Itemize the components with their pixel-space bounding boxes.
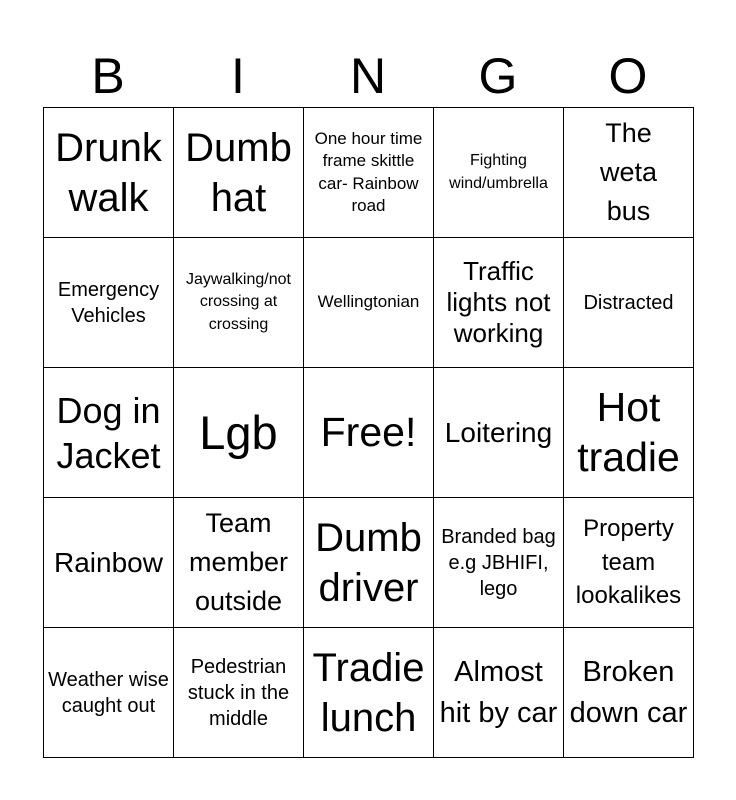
bingo-cell[interactable] — [564, 108, 694, 238]
bingo-cell[interactable] — [174, 628, 304, 758]
header-letter-n: N — [349, 48, 387, 104]
free-space-label: Free! — [320, 408, 417, 455]
cell-label: Property team lookalikes — [575, 515, 682, 610]
header-letter-o: O — [608, 48, 648, 104]
header-letter-g: G — [478, 48, 518, 104]
bingo-cell[interactable] — [304, 498, 434, 628]
bingo-cell[interactable] — [174, 498, 304, 628]
cell-label: Lgb — [199, 405, 278, 459]
cell-label: Distracted — [583, 291, 674, 314]
cell-label: Dumb hat — [185, 125, 292, 220]
header-letter-b: B — [91, 48, 125, 104]
cell-label: The weta bus — [599, 117, 658, 227]
cell-label: One hour time frame skittle car- Rainbow road — [314, 129, 423, 215]
cell-label: Broken down car — [569, 655, 688, 729]
free-space-cell[interactable] — [304, 368, 434, 498]
cell-label: Team member outside — [188, 507, 289, 617]
bingo-cell[interactable] — [44, 368, 174, 498]
bingo-cell[interactable] — [304, 238, 434, 368]
bingo-cell[interactable] — [434, 628, 564, 758]
bingo-board — [43, 107, 694, 758]
bingo-cell[interactable] — [434, 498, 564, 628]
bingo-cell[interactable] — [434, 108, 564, 238]
cell-label: Dumb driver — [315, 515, 422, 610]
cell-label: Loitering — [444, 417, 553, 448]
cell-label: Hot tradie — [577, 384, 680, 480]
cell-label: Jaywalking/not crossing at crossing — [186, 270, 291, 333]
bingo-cell[interactable] — [564, 628, 694, 758]
bingo-cell[interactable] — [174, 238, 304, 368]
bingo-cell[interactable] — [564, 238, 694, 368]
cell-label: Drunk walk — [55, 125, 162, 220]
header-letter-i: I — [231, 48, 245, 104]
cell-label: Pedestrian stuck in the middle — [187, 655, 290, 730]
cell-label: Emergency Vehicles — [57, 278, 160, 327]
bingo-cell[interactable] — [434, 368, 564, 498]
bingo-cell[interactable] — [304, 108, 434, 238]
bingo-cell[interactable] — [44, 628, 174, 758]
bingo-cell[interactable] — [44, 108, 174, 238]
bingo-cell[interactable] — [564, 368, 694, 498]
bingo-cell[interactable] — [174, 368, 304, 498]
cell-label: Fighting wind/umbrella — [449, 152, 548, 192]
bingo-cell[interactable] — [44, 238, 174, 368]
bingo-cell[interactable] — [44, 498, 174, 628]
cell-label: Dog in Jacket — [56, 389, 161, 476]
bingo-cell[interactable] — [434, 238, 564, 368]
bingo-cell[interactable] — [564, 498, 694, 628]
bingo-cell[interactable] — [304, 628, 434, 758]
cell-label: Wellingtonian — [317, 292, 420, 312]
cell-label: Rainbow — [54, 547, 163, 578]
bingo-header — [43, 44, 693, 108]
cell-label: Traffic lights not working — [446, 255, 551, 349]
cell-label: Weather wise caught out — [48, 668, 169, 717]
cell-label: Branded bag e.g JBHIFI, lego — [441, 525, 556, 600]
bingo-cell[interactable] — [174, 108, 304, 238]
cell-label: Tradie lunch — [312, 645, 425, 740]
cell-label: Almost hit by car — [439, 655, 558, 729]
